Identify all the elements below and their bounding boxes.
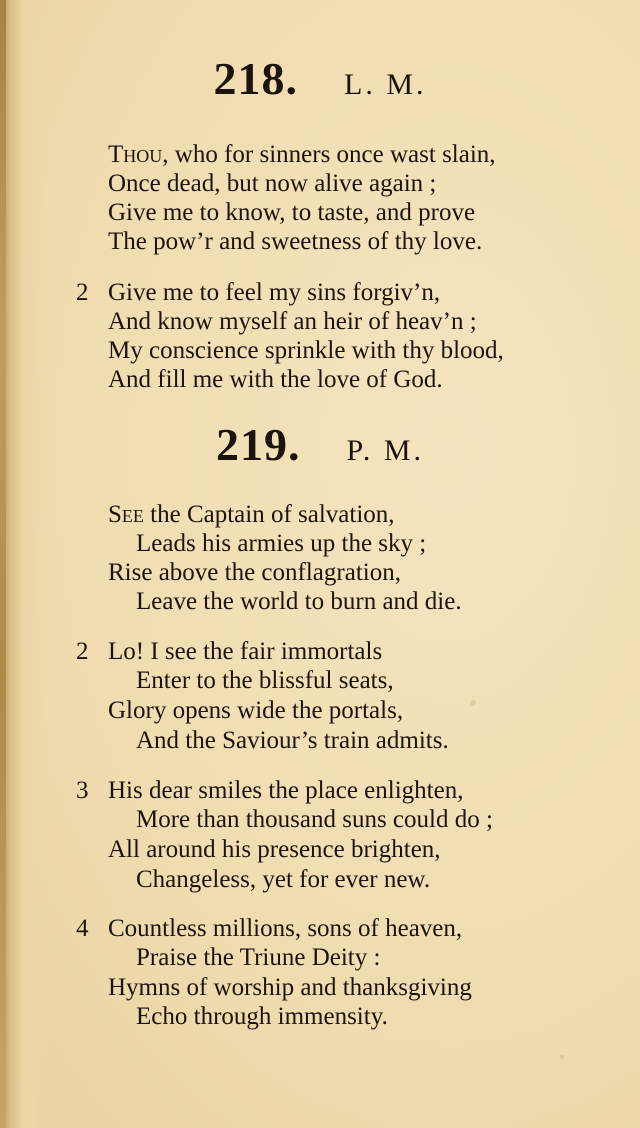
verse-line	[108, 140, 496, 169]
verse-number: 3	[76, 777, 89, 804]
verse-line: Rise above the conflagration,	[108, 559, 401, 586]
verse-line: The pow’r and sweetness of thy love.	[108, 228, 483, 255]
verse-line	[108, 500, 395, 529]
verse-line: Once dead, but now alive again ;	[108, 170, 437, 197]
verse-line: More than thousand suns could do ;	[136, 806, 493, 833]
verse-number: 4	[76, 915, 89, 942]
verse-lead-word: Thou,	[108, 141, 169, 168]
verse-line: Give me to feel my sins forgiv’n,	[108, 279, 441, 306]
paper-speck	[560, 1055, 564, 1059]
hymn-218-heading	[0, 52, 640, 105]
verse-line: All around his presence brighten,	[108, 836, 441, 863]
verse-lead-word: See	[108, 501, 144, 528]
hymn-number: 218.	[213, 53, 298, 104]
hymn-meter: P. M.	[346, 434, 425, 467]
verse-line: Changeless, yet for ever new.	[136, 866, 431, 893]
hymn-meter: L. M.	[344, 68, 427, 101]
hymn-219-heading	[0, 418, 640, 471]
verse-line: Lo! I see the fair immortals	[108, 638, 383, 665]
verse-line: And the Saviour’s train admits.	[136, 727, 449, 754]
verse-line: Enter to the blissful seats,	[136, 667, 394, 694]
verse-line: Give me to know, to taste, and prove	[108, 199, 476, 226]
verse-number: 2	[76, 638, 89, 665]
page-binding-edge	[0, 0, 6, 1128]
verse-line-text: who for sinners once wast slain,	[168, 141, 496, 168]
verse-line: Countless millions, sons of heaven,	[108, 915, 463, 942]
verse-number: 2	[76, 279, 89, 306]
verse-line: His dear smiles the place enlighten,	[108, 777, 464, 804]
verse-line: Leave the world to burn and die.	[136, 588, 462, 615]
verse-line: Leads his armies up the sky ;	[136, 530, 427, 557]
verse-line: Echo through immensity.	[136, 1003, 388, 1030]
verse-line: And fill me with the love of God.	[108, 366, 443, 393]
verse-line: Hymns of worship and thanksgiving	[108, 974, 472, 1001]
verse-line: My conscience sprinkle with thy blood,	[108, 337, 504, 364]
verse-line: Praise the Triune Deity :	[136, 944, 381, 971]
verse-line: And know myself an heir of heav’n ;	[108, 308, 477, 335]
hymn-number: 219.	[215, 419, 301, 470]
paper-speck	[470, 700, 476, 706]
verse-line-text: the Captain of salvation,	[143, 501, 395, 528]
verse-line: Glory opens wide the portals,	[108, 697, 404, 724]
